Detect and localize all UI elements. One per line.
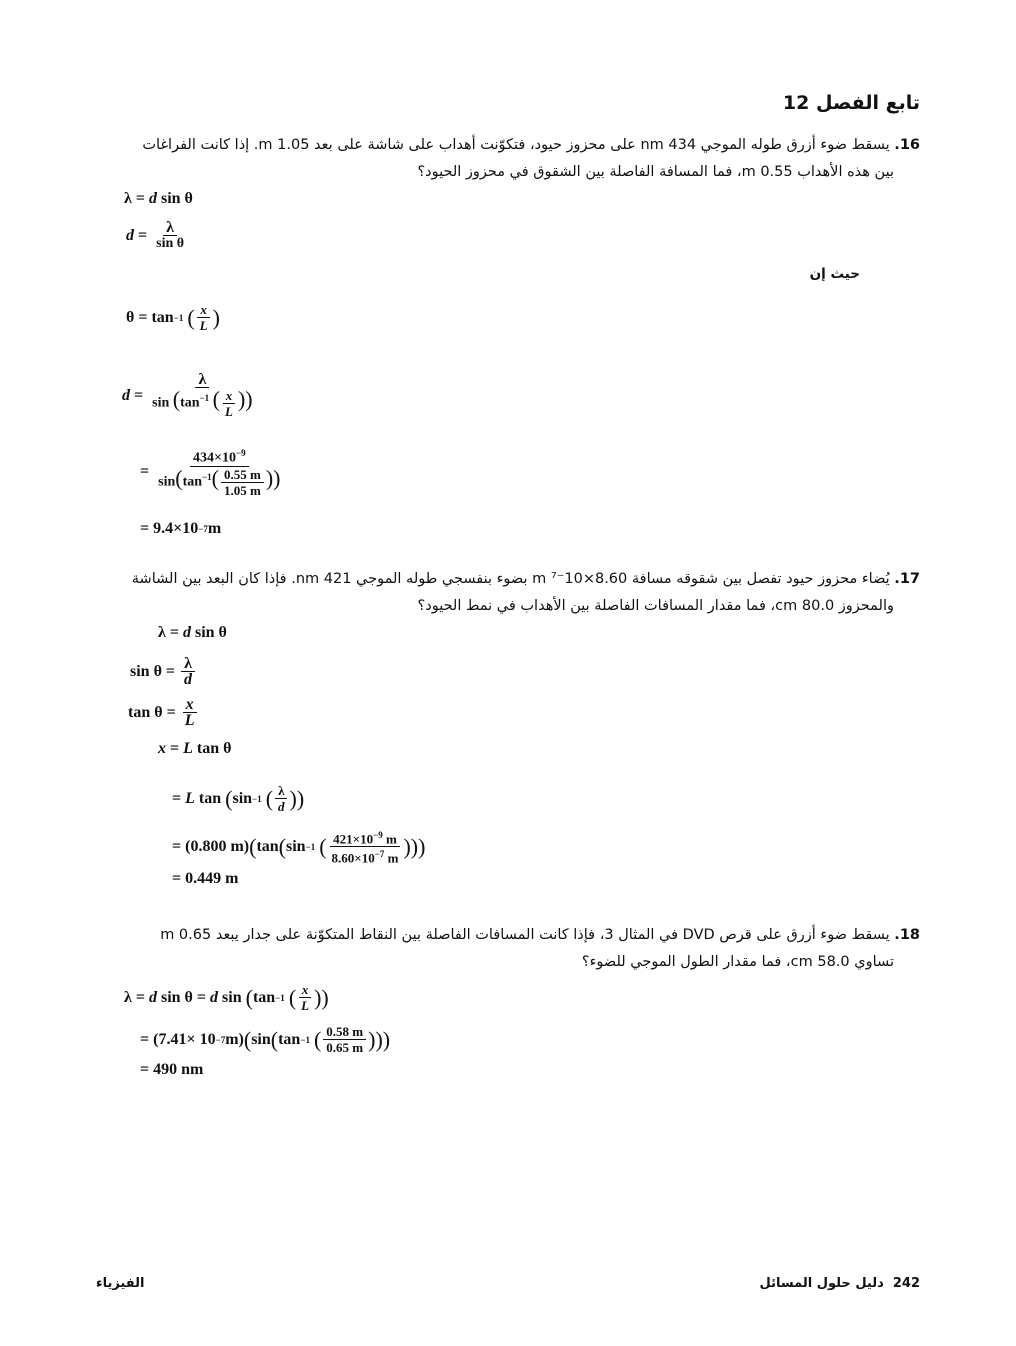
eq-16-theta: θ = tan −1 ( $\frac{x}{L}$ ) [126, 302, 220, 333]
problem-16 [90, 132, 920, 186]
eq-16-substitute: = $434\times 10^{-9}$ $\sin(\tan^{-1}$( $\frac{0.55 m}{1.05 m}$ )) [140, 448, 281, 498]
eq-18-lambda: λ = d sin θ = d sin ( tan −1 ( $\frac{x}{L}$ )) [124, 982, 329, 1013]
eq-17-x-sub: = L tan ( sin −1 ( $\frac{\lambda}{d}$ )) [172, 783, 305, 814]
chapter-title: تابع الفصل 12 [782, 92, 920, 114]
eq-17-substitute: = (0.800 m) ( tan ( sin −1 ( $\frac{421\times 10^{-9} m}{8.60\times 10^{-7} m}$ ))) [172, 830, 426, 866]
problem-17-line2: والمحزوز 80.0 cm، فما مقدار المسافات الفاصلة بين الأهداب في نمط الحيود؟ [417, 598, 894, 614]
eq-18-result: = 490 nm [140, 1061, 204, 1078]
problem-17-line1: 17. يُضاء محزوز حيود تفصل بين شقوقه مسافة 8.60×10⁻⁷ m بضوء بنفسجي طوله الموجي 421 nm. فإذا كان البعد بين الشاشة [131, 571, 920, 587]
problem-number: 17. [894, 571, 920, 587]
footer-page-info [760, 1276, 920, 1291]
problem-number: 18. [894, 927, 920, 943]
eq-18-substitute: = (7.41× 10 −7 m) ( sin ( tan −1 ( $\frac{0.58 m}{0.65 m}$ ))) [140, 1024, 391, 1055]
problem-17 [90, 566, 920, 620]
problem-16-line1: 16. يسقط ضوء أزرق طوله الموجي 434 nm على محزوز حيود، فتكوّنت أهداب على شاشة على بعد 1.05 m. إذا كانت الفراغات [142, 137, 920, 153]
eq-16-result: = 9.4×10 −7 m [140, 520, 222, 537]
eq-16-d: d = $\frac{\lambda}{\text{sin θ}}$ [126, 219, 185, 251]
page-number: 242 [892, 1276, 920, 1291]
eq-17-x: x = L tan θ [158, 740, 232, 757]
eq-17-result: = 0.449 m [172, 870, 239, 887]
eq-17-tan: tan θ = $\frac{x}{L}$ [128, 697, 199, 728]
book-title: دليل حلول المسائل [759, 1276, 884, 1291]
eq-16-d-full: d = λ $\sin (\tan^{-1}$ ( $\frac{x}{L}$ )) [122, 371, 253, 419]
problem-18-line1: 18. يسقط ضوء أزرق على قرص DVD في المثال 3، فإذا كانت المسافات الفاصلة بين النقاط المتكوّنة على جدار يبعد 0.65 m [160, 927, 920, 943]
footer-subject: الفيزياء [96, 1276, 145, 1291]
eq-17-grating: λ = d sin θ [158, 624, 227, 641]
eq-16-grating: λ = d sin θ [124, 190, 193, 207]
problem-18 [90, 922, 920, 976]
problem-number: 16. [894, 137, 920, 153]
problem-18-line2: تساوي 58.0 cm، فما مقدار الطول الموجي للضوء؟ [581, 954, 894, 970]
problem-16-line2: بين هذه الأهداب 0.55 m، فما المسافة الفاصلة بين الشقوق في محزوز الحيود؟ [417, 164, 894, 180]
where-label: حيث إن [809, 266, 860, 282]
eq-17-sin: sin θ = $\frac{\lambda}{d}$ [130, 656, 197, 687]
